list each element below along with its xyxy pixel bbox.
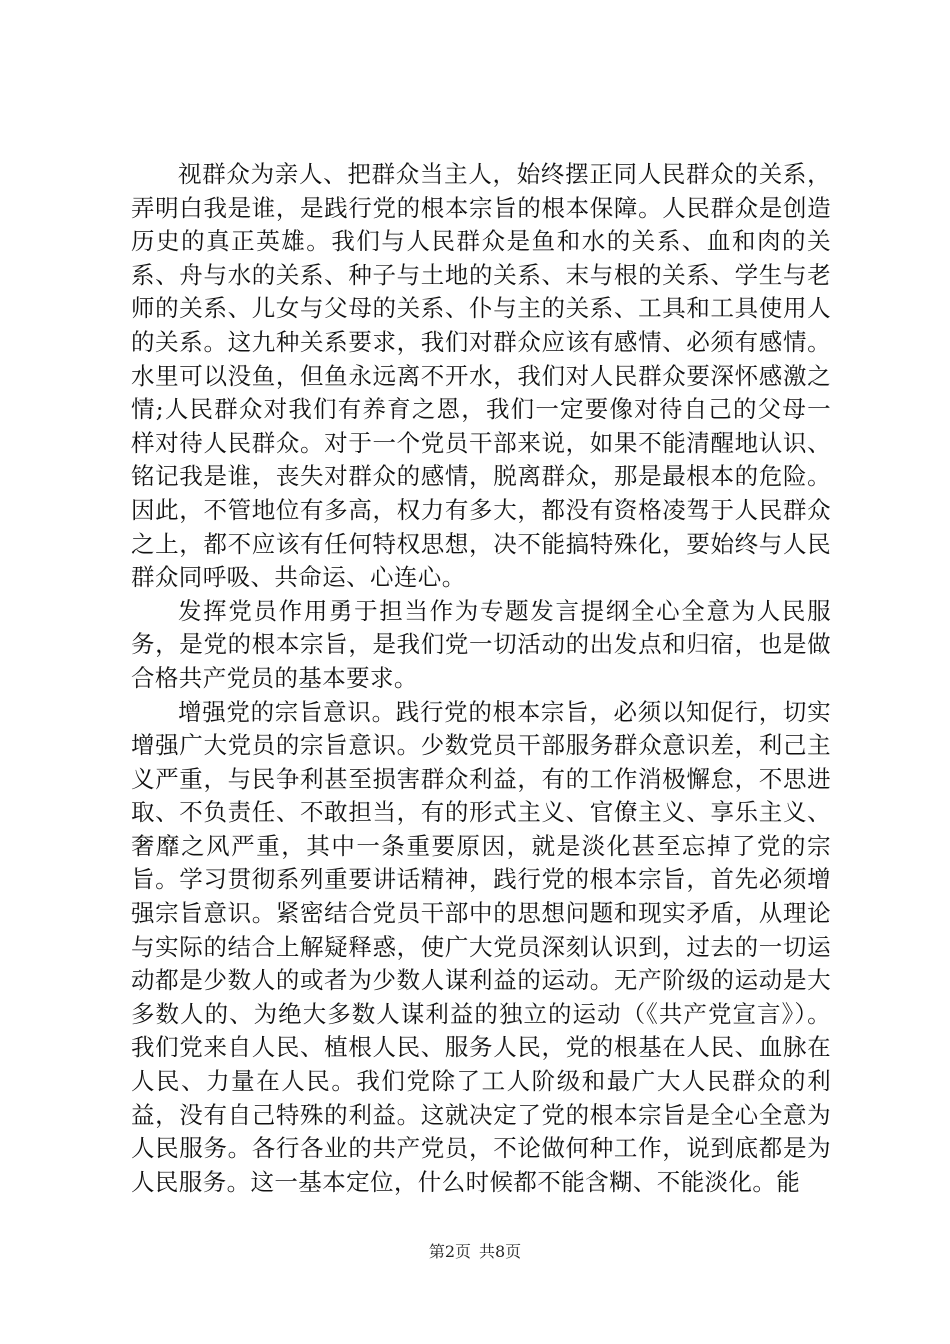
page-number-total: 共8页 <box>479 1242 522 1261</box>
paragraph-1: 视群众为亲人、把群众当主人，始终摆正同人民群众的关系，弄明白我是谁，是践行党的根本宗旨的根本保障。人民群众是创造历史的真正英雄。我们与人民群众是鱼和水的关系、血和肉的关系、舟与水的关系、种子与土地的关系、末与根的关系、学生与老师的关系、儿女与父母的关系、仆与主的关系、工具和工具使用人的关系。这九种关系要求，我们对群众应该有感情、必须有感情。水里可以没鱼，但鱼永远离不开水，我们对人民群众要深怀感激之情;人民群众对我们有养育之恩，我们一定要像对待自己的父母一样对待人民群众。对于一个党员干部来说，如果不能清醒地认识、铭记我是谁，丧失对群众的感情，脱离群众，那是最根本的危险。因此，不管地位有多高，权力有多大，都没有资格凌驾于人民群众之上，都不应该有任何特权思想，决不能搞特殊化，要始终与人民群众同呼吸、共命运、心连心。 <box>131 160 831 592</box>
paragraph-2: 发挥党员作用勇于担当作为专题发言提纲全心全意为人民服务，是党的根本宗旨，是我们党一切活动的出发点和归宿，也是做合格共产党员的基本要求。 <box>131 596 831 692</box>
body-text <box>131 158 831 1199</box>
page-number-current: 第2页 <box>428 1242 471 1261</box>
paragraph-3: 增强党的宗旨意识。践行党的根本宗旨，必须以知促行，切实增强广大党员的宗旨意识。少数党员干部服务群众意识差，利己主义严重，与民争利甚至损害群众利益，有的工作消极懈怠，不思进取、不负责任、不敢担当，有的形式主义、官僚主义、享乐主义、奢靡之风严重，其中一条重要原因，就是淡化甚至忘掉了党的宗旨。学习贯彻系列重要讲话精神，践行党的根本宗旨，首先必须增强宗旨意识。紧密结合党员干部中的思想问题和现实矛盾，从理论与实际的结合上解疑释惑，使广大党员深刻认识到，过去的一切运动都是少数人的或者为少数人谋利益的运动。无产阶级的运动是大多数人的、为绝大多数人谋利益的独立的运动（《共产党宣言》）。我们党来自人民、植根人民、服务人民，党的根基在人民、血脉在人民、力量在人民。我们党除了工人阶级和最广大人民群众的利益，没有自己特殊的利益。这就决定了党的根本宗旨是全心全意为人民服务。各行各业的共产党员，不论做何种工作，说到底都是为人民服务。这一基本定位，什么时候都不能含糊、不能淡化。能 <box>131 697 831 1196</box>
page-footer <box>0 1241 950 1263</box>
